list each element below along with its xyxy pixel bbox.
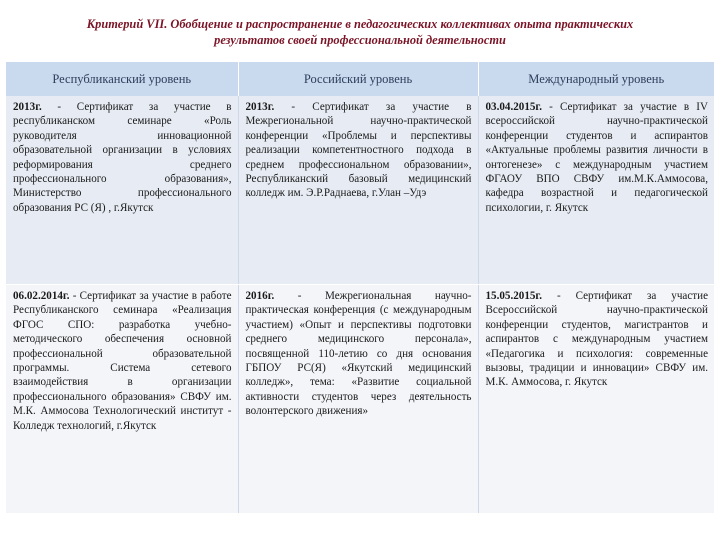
cell-date: 15.05.2015г. bbox=[485, 290, 542, 302]
title-line-1: Критерий VII. Обобщение и распространение в педагогических коллективах опыта практических bbox=[86, 17, 634, 31]
table-header-row bbox=[6, 62, 714, 96]
title-line-2: результатов своей профессиональной деятельности bbox=[214, 33, 506, 47]
cell-date: 06.02.2014г. bbox=[13, 290, 70, 302]
header-russian: Российский уровень bbox=[238, 62, 478, 96]
cell-international bbox=[478, 285, 714, 514]
cell-text: - Сертификат за участие в Межрегиональной научно-практической конференции «Проблемы и перспективы реализации компетентностного подхода в среднем профессиональном образовании», Республиканский базовый медицинский колледж им. Э.Р.Раднаева, г.Улан –Удэ bbox=[245, 101, 472, 200]
cell-international bbox=[478, 96, 714, 285]
header-republican: Республиканский уровень bbox=[6, 62, 238, 96]
cell-text: - Сертификат за участие Всероссийской научно-практической конференции студентов, магистрантов и аспирантов с международным участием «Педагогика и психология: современные вызовы, традиции и инновации» СВФУ им. М.К. Аммосова, г. Якутск bbox=[485, 290, 708, 389]
cell-date: 2013г. bbox=[245, 101, 275, 113]
cell-date: 2013г. bbox=[13, 101, 42, 113]
cell-republican bbox=[6, 96, 238, 285]
cell-text: - Межрегиональная научно-практическая конференция (с международным участием) «Опыт и перспективы подготовки среднего медицинского персонала», посвященной 110-летию со дня основания ГБПОУ РС(Я) «Якутский медицинский колледж», тема: «Развитие социальной активности студентов через деятельность волонтерского движения» bbox=[245, 290, 472, 418]
cell-russian bbox=[238, 96, 478, 285]
table-row bbox=[6, 96, 714, 285]
cell-text: - Сертификат за участие в республиканском семинаре «Роль руководителя инновационной образовательной организации в условиях реформирования среднего профессионального образования», Министерство профессионального образования РС (Я) , г.Якутск bbox=[13, 101, 232, 214]
cell-russian bbox=[238, 285, 478, 514]
page-title bbox=[40, 16, 680, 48]
cell-text: - Сертификат за участие в IV всероссийской научно-практической конференции студентов и аспирантов «Актуальные проблемы развития личности в онтогенезе» с международным участием ФГАОУ ВПО СВФУ им.М.К.Аммосова, кафедра возрастной и педагогической психологии, г. Якутск bbox=[485, 101, 708, 214]
cell-republican bbox=[6, 285, 238, 514]
cell-date: 2016г. bbox=[245, 290, 275, 302]
criteria-table bbox=[6, 62, 714, 513]
header-international: Международный уровень bbox=[478, 62, 714, 96]
cell-text: - Сертификат за участие в работе Республиканского семинара «Реализация ФГОС СПО: разработка учебно-методического обеспечения основной профессиональной образовательной программы. Система сетевого взаимодействия в организации профессионального образования» СВФУ им. М.К. Аммосова Технологический институт - Колледж технологий, г.Якутск bbox=[13, 290, 232, 432]
cell-date: 03.04.2015г. bbox=[485, 101, 542, 113]
table-row bbox=[6, 285, 714, 514]
